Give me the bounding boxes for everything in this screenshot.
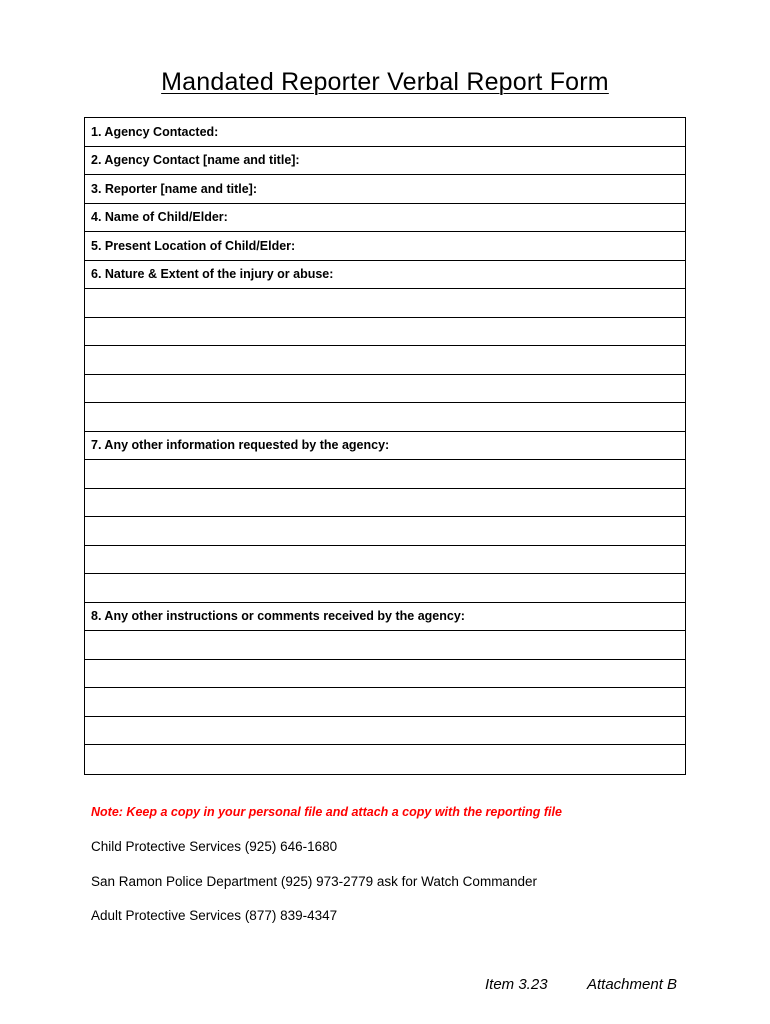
form-row[interactable] [85,346,685,375]
contact-line: Adult Protective Services (877) 839-4347 [91,908,338,923]
form-row[interactable]: 2. Agency Contact [name and title]: [85,147,685,176]
form-row[interactable] [85,460,685,489]
footer-item-number: Item 3.23 [485,976,548,993]
form-row[interactable]: 4. Name of Child/Elder: [85,204,685,233]
form-row[interactable] [85,660,685,689]
form-row[interactable] [85,318,685,347]
form-row[interactable] [85,489,685,518]
contact-line: Child Protective Services (925) 646-1680 [91,839,338,854]
form-row[interactable]: 8. Any other instructions or comments received by the agency: [85,603,685,632]
form-row[interactable] [85,403,685,432]
form-row[interactable] [85,745,685,774]
form-row[interactable] [85,546,685,575]
form-row[interactable] [85,717,685,746]
form-row[interactable]: 6. Nature & Extent of the injury or abuse: [85,261,685,290]
form-row[interactable]: 1. Agency Contacted: [85,118,685,147]
footer-attachment: Attachment B [587,976,678,993]
form-table [84,117,686,775]
form-title-text: Mandated Reporter Verbal Report Form [161,68,609,96]
form-row[interactable]: 3. Reporter [name and title]: [85,175,685,204]
form-row[interactable] [85,574,685,603]
form-row[interactable] [85,631,685,660]
form-row[interactable] [85,517,685,546]
form-row[interactable] [85,289,685,318]
form-row[interactable]: 5. Present Location of Child/Elder: [85,232,685,261]
form-row[interactable] [85,688,685,717]
form-row[interactable]: 7. Any other information requested by the agency: [85,432,685,461]
note-text: Note: Keep a copy in your personal file and attach a copy with the reporting file [91,805,562,819]
form-title [0,66,770,98]
contact-line: San Ramon Police Department (925) 973-2779 ask for Watch Commander [91,874,537,889]
form-row[interactable] [85,375,685,404]
